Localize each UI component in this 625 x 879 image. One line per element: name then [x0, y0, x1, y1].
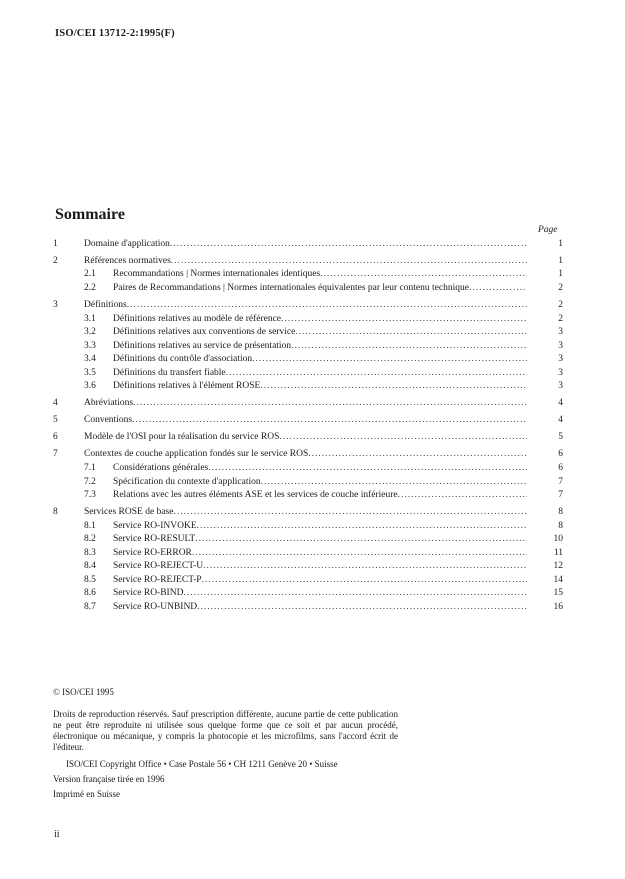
toc-label: Service RO-RESULT: [113, 534, 196, 544]
toc-entry[interactable]: [0, 367, 625, 380]
toc-entry[interactable]: [0, 340, 625, 353]
toc-number: 7.3: [84, 490, 96, 500]
toc-label: Relations avec les autres éléments ASE et les services de couche inférieure: [113, 490, 398, 500]
toc-entry[interactable]: [0, 476, 625, 489]
toc-number: 2.2: [84, 283, 96, 293]
toc-number: 8: [53, 507, 58, 517]
toc-entry[interactable]: [0, 353, 625, 366]
dot-leader: [308, 448, 527, 461]
toc-label: Service RO-BIND: [113, 588, 184, 598]
dot-leader: [226, 367, 527, 380]
toc-entry[interactable]: [0, 533, 625, 546]
toc-page: 3: [558, 381, 563, 391]
toc-page: 3: [558, 341, 563, 351]
toc-label: Domaine d'application: [84, 239, 170, 249]
dot-leader: [279, 431, 527, 444]
toc-number: 2: [53, 256, 58, 266]
page-column-label: Page: [538, 225, 558, 235]
dot-leader: [295, 326, 527, 339]
dot-leader: [203, 560, 527, 573]
toc-label: Définitions relatives aux conventions de service: [113, 327, 296, 337]
printed-in: Imprimé en Suisse: [53, 789, 120, 799]
dot-leader: [291, 340, 527, 353]
dot-leader: [173, 506, 527, 519]
toc-page: 1: [558, 239, 563, 249]
toc-entry[interactable]: [0, 448, 625, 461]
toc-entry[interactable]: [0, 587, 625, 600]
toc-page: 4: [558, 415, 563, 425]
toc-page: 16: [553, 602, 563, 612]
toc-page: 1: [558, 256, 563, 266]
toc-label: Conventions: [84, 415, 133, 425]
toc-number: 3.2: [84, 327, 96, 337]
dot-leader: [252, 353, 527, 366]
toc-label: Service RO-UNBIND: [113, 602, 198, 612]
toc-number: 7.1: [84, 463, 96, 473]
toc-number: 1: [53, 239, 58, 249]
toc-page: 10: [553, 534, 563, 544]
dot-leader: [127, 299, 527, 312]
toc-entry[interactable]: [0, 326, 625, 339]
toc-entry[interactable]: [0, 601, 625, 614]
toc-label: Références normatives: [84, 256, 171, 266]
edition-note: Version française tirée en 1996: [53, 774, 165, 784]
toc-page: 5: [558, 432, 563, 442]
toc-entry[interactable]: [0, 431, 625, 444]
toc-page: 6: [558, 449, 563, 459]
toc-label: Considérations générales: [113, 463, 209, 473]
toc-page: 1: [558, 269, 563, 279]
dot-leader: [202, 574, 527, 587]
toc-number: 3.5: [84, 368, 96, 378]
toc-entry[interactable]: [0, 255, 625, 268]
toc-label: Services ROSE de base: [84, 507, 174, 517]
toc-number: 8.7: [84, 602, 96, 612]
dot-leader: [192, 547, 527, 560]
copyright-notice: [53, 687, 398, 800]
toc-label: Définitions relatives au service de présentation: [113, 341, 292, 351]
dot-leader: [398, 489, 527, 502]
toc-number: 8.6: [84, 588, 96, 598]
toc-label: Contextes de couche application fondés sur le service ROS: [84, 449, 309, 459]
toc-page: 12: [553, 561, 563, 571]
toc-number: 2.1: [84, 269, 96, 279]
toc-page: 7: [558, 477, 563, 487]
dot-leader: [132, 414, 527, 427]
dot-leader: [195, 533, 527, 546]
toc-number: 4: [53, 398, 58, 408]
toc-page: 6: [558, 463, 563, 473]
copyright-line: © ISO/CEI 1995: [53, 687, 114, 697]
toc-number: 7: [53, 449, 58, 459]
dot-leader: [260, 380, 527, 393]
toc-entry[interactable]: [0, 299, 625, 312]
toc-label: Recommandations | Normes internationales identiques: [113, 269, 321, 279]
toc-number: 3.1: [84, 314, 96, 324]
toc-page: 2: [558, 300, 563, 310]
toc-entry[interactable]: [0, 414, 625, 427]
toc-label: Service RO-REJECT-P: [113, 575, 202, 585]
dot-leader: [208, 462, 527, 475]
dot-leader: [171, 255, 527, 268]
toc-label: Définitions relatives à l'élément ROSE: [113, 381, 261, 391]
dot-leader: [469, 282, 527, 295]
toc-page: 7: [558, 490, 563, 500]
toc-entry[interactable]: [0, 282, 625, 295]
toc-page: 8: [558, 521, 563, 531]
toc-number: 3.4: [84, 354, 96, 364]
toc-label: Service RO-INVOKE: [113, 521, 197, 531]
reproduction-rights: Droits de reproduction réservés. Sauf prescription différente, aucune partie de cette publication ne peut être reproduite ni utilisée sous quelque forme que ce soit et par aucun procédé, électronique ou mécanique, y compris la photocopie et les microfilms, sans l'accord écrit de l'éditeur.: [53, 709, 398, 752]
toc-page: 15: [553, 588, 563, 598]
toc-number: 7.2: [84, 477, 96, 487]
toc-label: Définitions du transfert fiable: [113, 368, 226, 378]
dot-leader: [320, 268, 527, 281]
toc-entry[interactable]: [0, 313, 625, 326]
toc-number: 5: [53, 415, 58, 425]
dot-leader: [133, 397, 527, 410]
dot-leader: [183, 587, 527, 600]
toc-entry[interactable]: [0, 397, 625, 410]
toc-entry[interactable]: [0, 489, 625, 502]
toc-page: 2: [558, 283, 563, 293]
toc-entry[interactable]: [0, 574, 625, 587]
toc-entry[interactable]: [0, 520, 625, 533]
toc-entry[interactable]: [0, 462, 625, 475]
toc-entry[interactable]: [0, 238, 625, 251]
toc-number: 8.2: [84, 534, 96, 544]
toc-page: 3: [558, 327, 563, 337]
toc-label: Abréviations: [84, 398, 134, 408]
toc-page: 4: [558, 398, 563, 408]
page-title: Sommaire: [55, 206, 125, 223]
copyright-office: ISO/CEI Copyright Office • Case Postale 56 • CH 1211 Genève 20 • Suisse: [66, 759, 338, 769]
toc-label: Service RO-REJECT-U: [113, 561, 204, 571]
toc-label: Définitions relatives au modèle de référence: [113, 314, 282, 324]
dot-leader: [197, 601, 527, 614]
toc-entry[interactable]: [0, 380, 625, 393]
toc-label: Paires de Recommandations | Normes internationales équivalentes par leur contenu technique: [113, 283, 469, 293]
toc-number: 3.6: [84, 381, 96, 391]
toc-number: 8.3: [84, 548, 96, 558]
toc-number: 6: [53, 432, 58, 442]
page-number: ii: [54, 829, 60, 840]
toc-label: Modèle de l'OSI pour la réalisation du service ROS: [84, 432, 280, 442]
toc-page: 3: [558, 368, 563, 378]
toc-entry[interactable]: [0, 560, 625, 573]
toc-page: 14: [553, 575, 563, 585]
dot-leader: [197, 520, 527, 533]
toc-label: Service RO-ERROR: [113, 548, 192, 558]
toc-page: 8: [558, 507, 563, 517]
toc-number: 8.5: [84, 575, 96, 585]
dot-leader: [281, 313, 527, 326]
toc-entry[interactable]: [0, 547, 625, 560]
toc-entry[interactable]: [0, 268, 625, 281]
toc-page: 2: [558, 314, 563, 324]
toc-number: 3.3: [84, 341, 96, 351]
toc-number: 3: [53, 300, 58, 310]
toc-label: Définitions du contrôle d'association: [113, 354, 253, 364]
toc-page: 3: [558, 354, 563, 364]
toc-number: 8.4: [84, 561, 96, 571]
dot-leader: [170, 238, 527, 251]
document-id-header: ISO/CEI 13712-2:1995(F): [55, 28, 175, 39]
toc-number: 8.1: [84, 521, 96, 531]
dot-leader: [261, 476, 527, 489]
toc-entry[interactable]: [0, 506, 625, 519]
toc-label: Définitions: [84, 300, 127, 310]
toc-label: Spécification du contexte d'application: [113, 477, 261, 487]
toc-page: 11: [553, 548, 563, 558]
